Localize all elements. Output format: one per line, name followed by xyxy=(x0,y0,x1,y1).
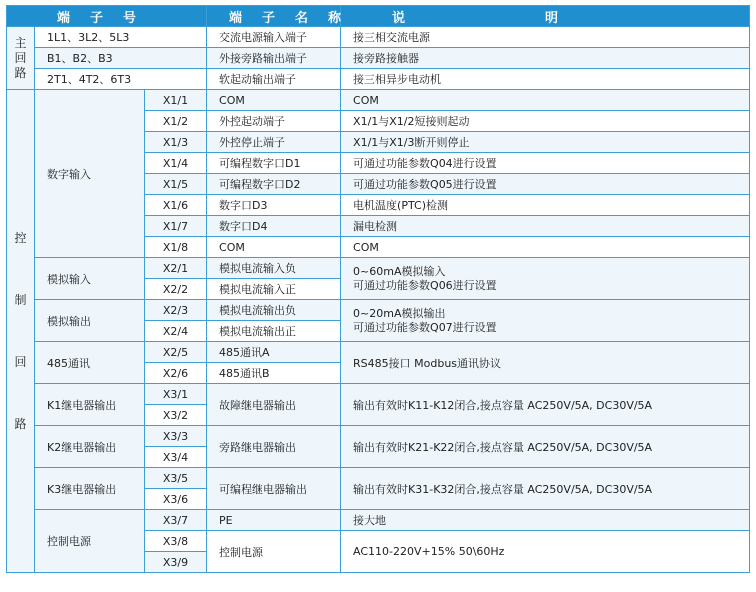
terminal-name-cell: 模拟电流输出负 xyxy=(207,300,341,321)
terminal-name-cell: 485通讯A xyxy=(207,342,341,363)
port-cell: X1/2 xyxy=(145,111,207,132)
terminal-cell: 1L1、3L2、5L3 xyxy=(35,27,207,48)
description-cell: 输出有效时K11-K12闭合,接点容量 AC250V/5A, DC30V/5A xyxy=(341,384,750,426)
port-cell: X1/6 xyxy=(145,195,207,216)
terminal-name-cell: COM xyxy=(207,90,341,111)
group-label-digital-input: 数字输入 xyxy=(35,90,145,258)
terminal-spec-table xyxy=(6,5,750,573)
terminal-name-cell: PE xyxy=(207,510,341,531)
table-row xyxy=(7,258,750,279)
terminal-name-cell: 数字口D4 xyxy=(207,216,341,237)
table-row xyxy=(7,342,750,363)
port-cell: X2/4 xyxy=(145,321,207,342)
port-cell: X3/8 xyxy=(145,531,207,552)
group-label-k3-relay: K3继电器输出 xyxy=(35,468,145,510)
description-cell: COM xyxy=(341,237,750,258)
description-cell: 输出有效时K31-K32闭合,接点容量 AC250V/5A, DC30V/5A xyxy=(341,468,750,510)
port-cell: X2/5 xyxy=(145,342,207,363)
terminal-name-cell: 模拟电流输入正 xyxy=(207,279,341,300)
header-terminal-name: 端子名称 xyxy=(207,6,341,27)
table-row xyxy=(7,468,750,489)
terminal-name-cell: 模拟电流输出正 xyxy=(207,321,341,342)
port-cell: X3/6 xyxy=(145,489,207,510)
terminal-name-cell: 交流电源输入端子 xyxy=(207,27,341,48)
header-description: 说明 xyxy=(341,6,750,27)
description-line: 0~20mA模拟输出 xyxy=(353,306,446,320)
description-cell: 漏电检测 xyxy=(341,216,750,237)
description-cell: COM xyxy=(341,90,750,111)
description-cell: 可通过功能参数Q05进行设置 xyxy=(341,174,750,195)
port-cell: X1/7 xyxy=(145,216,207,237)
description-cell: 电机温度(PTC)检测 xyxy=(341,195,750,216)
description-cell: 接三相交流电源 xyxy=(341,27,750,48)
description-line: 0~60mA模拟输入 xyxy=(353,264,446,278)
port-cell: X3/7 xyxy=(145,510,207,531)
port-cell: X2/2 xyxy=(145,279,207,300)
terminal-name-cell: COM xyxy=(207,237,341,258)
port-cell: X1/4 xyxy=(145,153,207,174)
description-cell: 输出有效时K21-K22闭合,接点容量 AC250V/5A, DC30V/5A xyxy=(341,426,750,468)
port-cell: X1/5 xyxy=(145,174,207,195)
section-label-control: 控制回路 xyxy=(7,90,35,573)
terminal-name-cell: 外接旁路输出端子 xyxy=(207,48,341,69)
terminal-name-cell: 外控起动端子 xyxy=(207,111,341,132)
terminal-name-cell: 外控停止端子 xyxy=(207,132,341,153)
description-cell: RS485接口 Modbus通讯协议 xyxy=(341,342,750,384)
port-cell: X3/5 xyxy=(145,468,207,489)
table-row xyxy=(7,510,750,531)
table-row xyxy=(7,426,750,447)
table-row xyxy=(7,384,750,405)
terminal-cell: 2T1、4T2、6T3 xyxy=(35,69,207,90)
description-cell: X1/1与X1/2短接则起动 xyxy=(341,111,750,132)
terminal-name-cell: 软起动输出端子 xyxy=(207,69,341,90)
terminal-name-cell: 可编程继电器输出 xyxy=(207,468,341,510)
table-row xyxy=(7,90,750,111)
port-cell: X1/8 xyxy=(145,237,207,258)
port-cell: X3/3 xyxy=(145,426,207,447)
table-row xyxy=(7,300,750,321)
port-cell: X2/3 xyxy=(145,300,207,321)
description-line: 可通过功能参数Q06进行设置 xyxy=(353,278,497,292)
description-cell xyxy=(341,258,750,300)
terminal-name-cell: 模拟电流输入负 xyxy=(207,258,341,279)
table-row xyxy=(7,69,750,90)
group-label-control-power: 控制电源 xyxy=(35,510,145,573)
terminal-name-cell: 可编程数字口D1 xyxy=(207,153,341,174)
table-row xyxy=(7,48,750,69)
port-cell: X1/3 xyxy=(145,132,207,153)
group-label-k2-relay: K2继电器输出 xyxy=(35,426,145,468)
terminal-cell: B1、B2、B3 xyxy=(35,48,207,69)
port-cell: X2/1 xyxy=(145,258,207,279)
terminal-name-cell: 旁路继电器输出 xyxy=(207,426,341,468)
description-cell: 可通过功能参数Q04进行设置 xyxy=(341,153,750,174)
table-header-row xyxy=(7,6,750,27)
port-cell: X3/2 xyxy=(145,405,207,426)
description-cell: X1/1与X1/3断开则停止 xyxy=(341,132,750,153)
group-label-analog-input: 模拟输入 xyxy=(35,258,145,300)
description-cell: AC110-220V+15% 50\60Hz xyxy=(341,531,750,573)
terminal-name-cell: 可编程数字口D2 xyxy=(207,174,341,195)
description-cell: 接大地 xyxy=(341,510,750,531)
port-cell: X1/1 xyxy=(145,90,207,111)
terminal-name-cell: 故障继电器输出 xyxy=(207,384,341,426)
description-cell: 接三相异步电动机 xyxy=(341,69,750,90)
group-label-analog-output: 模拟输出 xyxy=(35,300,145,342)
description-cell xyxy=(341,300,750,342)
terminal-name-cell: 数字口D3 xyxy=(207,195,341,216)
group-label-k1-relay: K1继电器输出 xyxy=(35,384,145,426)
description-line: 可通过功能参数Q07进行设置 xyxy=(353,320,497,334)
description-cell: 接旁路接触器 xyxy=(341,48,750,69)
terminal-name-cell: 控制电源 xyxy=(207,531,341,573)
section-label-main: 主回路 xyxy=(7,27,35,90)
port-cell: X3/1 xyxy=(145,384,207,405)
port-cell: X3/9 xyxy=(145,552,207,573)
port-cell: X2/6 xyxy=(145,363,207,384)
header-terminal: 端子号 xyxy=(7,6,207,27)
terminal-name-cell: 485通讯B xyxy=(207,363,341,384)
group-label-rs485: 485通讯 xyxy=(35,342,145,384)
port-cell: X3/4 xyxy=(145,447,207,468)
table-row xyxy=(7,27,750,48)
